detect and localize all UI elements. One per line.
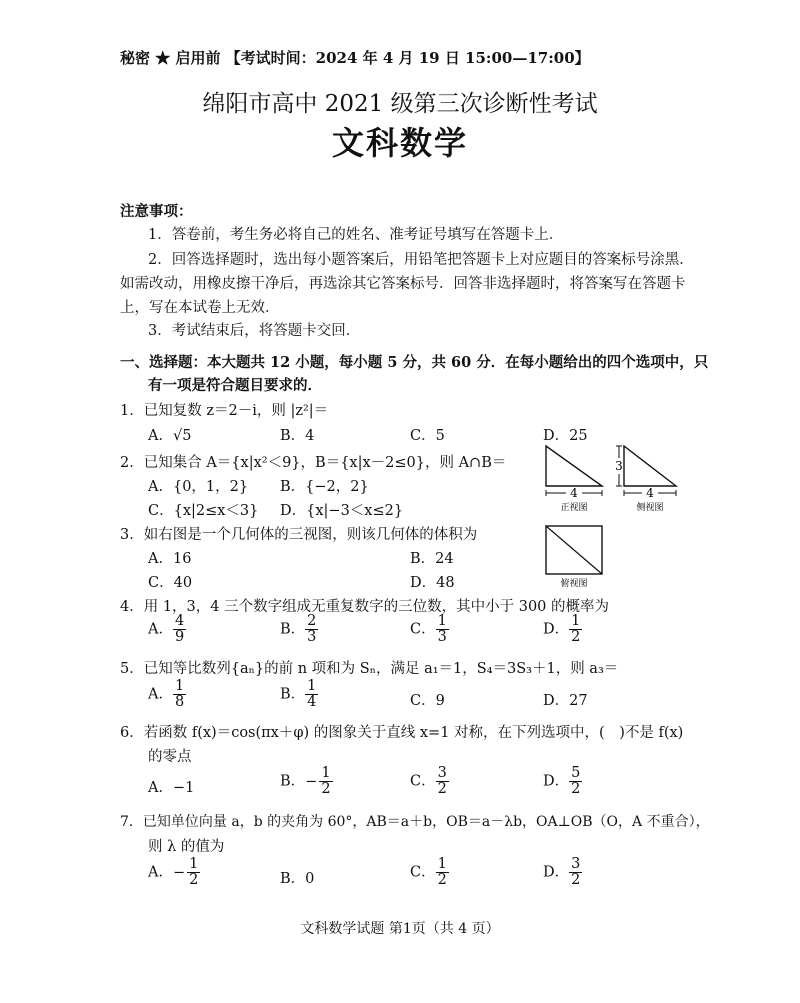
front-view: [546, 446, 602, 513]
q4-option-d-fraction: [569, 614, 582, 645]
q7-option-a: [148, 857, 200, 888]
notice-item-2-line-2: 如需改动，用橡皮擦干净后，再选涂其它答案标号．回答非选择题时，将答案写在答题卡: [120, 276, 686, 292]
top-view: [546, 526, 602, 589]
q1-option-b: B．4: [280, 428, 315, 444]
three-view-figure: [538, 440, 698, 590]
section-1-line-1: 一、选择题：本大题共 12 小题，每小题 5 分，共 60 分．在每小题给出的四个选项中，只: [120, 354, 709, 371]
q2-option-a: A．{0，1，2}: [148, 479, 249, 495]
q5-option-a-label: A．: [148, 686, 173, 703]
fraction-numerator: 5: [571, 765, 581, 781]
q7-option-c: [410, 857, 449, 888]
q5-option-b: [280, 679, 318, 710]
fraction-denominator: 2: [437, 872, 447, 889]
q4-option-b: [280, 614, 318, 645]
q7-option-a-fraction: [187, 857, 200, 888]
q6-option-b-fraction: [319, 766, 332, 797]
notice-item-3: 3．考试结束后，将答题卡交回．: [148, 323, 361, 339]
q6-option-d-label: D．: [543, 773, 570, 790]
q5-option-c: C．9: [410, 693, 445, 709]
fraction-numerator: 2: [307, 613, 317, 629]
q1-option-d: D．25: [543, 428, 588, 444]
q6-option-d-fraction: [569, 766, 582, 797]
q5-option-b-label: B．: [280, 686, 306, 703]
notice-item-2-line-3: 上，写在本试卷上无效．: [120, 300, 280, 316]
q2-option-b: B．{−2，2}: [280, 479, 369, 495]
top-view-label: 俯视图: [560, 579, 588, 589]
q7-option-a-label: A．: [148, 864, 173, 881]
q6-option-b: [280, 766, 333, 797]
fraction-denominator: 9: [174, 629, 185, 646]
q4-option-b-fraction: [305, 614, 318, 645]
side-view: [615, 446, 676, 513]
q6-option-c-label: C．: [410, 773, 436, 790]
q5-option-a: [148, 679, 186, 710]
q4-option-c: [410, 614, 449, 645]
question-6-stem-line-2: 的零点: [148, 749, 192, 765]
fraction-numerator: 1: [321, 765, 331, 781]
minus-sign: −: [305, 773, 318, 790]
question-7-stem-line-1: 7．已知单位向量 a，b 的夹角为 60°，AB＝a＋b，OB＝a－λb，OA⊥OB（O，A 不重合），: [120, 814, 710, 830]
q5-option-b-fraction: [305, 679, 318, 710]
q7-option-b: B．0: [280, 871, 315, 887]
q1-option-c: C．5: [410, 428, 445, 444]
q4-option-b-label: B．: [280, 621, 306, 638]
side-width-label: 4: [646, 486, 654, 500]
question-5-stem: 5．已知等比数列{aₙ}的前 n 项和为 Sₙ，满足 a₁＝1，S₄＝3S₃＋1，则 a₃＝: [120, 661, 619, 677]
fraction-numerator: 4: [174, 613, 185, 629]
q3-option-b: B．24: [410, 551, 454, 567]
notice-item-2-line-1: 2．回答选择题时，选出每小题答案后，用铅笔把答题卡上对应题目的答案标号涂黑．: [148, 252, 694, 268]
q5-option-a-fraction: [173, 679, 186, 710]
q4-option-a: [148, 614, 186, 645]
subject-title: 文科数学: [331, 124, 468, 162]
q4-option-d-label: D．: [543, 621, 570, 638]
fraction-numerator: 3: [571, 856, 581, 872]
fraction-numerator: 1: [437, 613, 447, 629]
q3-option-d: D．48: [410, 575, 455, 591]
q6-option-b-label: B．: [280, 773, 306, 790]
q4-option-c-fraction: [436, 614, 449, 645]
q7-option-d: [543, 857, 582, 888]
question-4-stem: 4．用 1，3，4 三个数字组成无重复数字的三位数，其中小于 300 的概率为: [120, 599, 610, 615]
q6-option-c-fraction: [436, 766, 449, 797]
q6-option-c: [410, 766, 449, 797]
q5-option-d: D．27: [543, 693, 588, 709]
secret-line: 秘密 ★ 启用前 【考试时间：2024 年 4 月 19 日 15:00—17:00】: [120, 49, 590, 67]
q4-option-c-label: C．: [410, 621, 436, 638]
fraction-denominator: 2: [189, 872, 199, 889]
q3-option-c: C．40: [148, 575, 193, 591]
page-footer: 文科数学试题 第1页（共 4 页）: [300, 921, 500, 937]
question-3-stem: 3．如右图是一个几何体的三视图，则该几何体的体积为: [120, 527, 478, 543]
q4-option-a-label: A．: [148, 621, 173, 638]
question-6-stem-line-1: 6．若函数 f(x)＝cos(πx＋φ) 的图象关于直线 x=1 对称，在下列选项中，( )不是 f(x): [120, 725, 684, 741]
side-view-label: 侧视图: [636, 503, 664, 513]
fraction-denominator: 4: [307, 694, 317, 711]
fraction-denominator: 2: [571, 872, 581, 889]
fraction-numerator: 1: [437, 856, 447, 872]
q1-option-a: A．√5: [148, 428, 192, 444]
q2-option-d: D．{x|−3＜x≤2}: [280, 503, 404, 519]
fraction-numerator: 1: [307, 678, 317, 694]
question-2-stem: 2．已知集合 A＝{x|x²＜9}，B＝{x|x－2≤0}，则 A∩B＝: [120, 455, 507, 471]
fraction-denominator: 2: [437, 781, 447, 798]
fraction-denominator: 8: [174, 694, 185, 711]
q3-option-a: A．16: [148, 551, 192, 567]
fraction-numerator: 3: [437, 765, 447, 781]
fraction-numerator: 1: [571, 613, 581, 629]
fraction-denominator: 2: [571, 781, 581, 798]
q7-option-d-label: D．: [543, 864, 570, 881]
front-view-label: 正视图: [560, 503, 588, 513]
fraction-numerator: 1: [174, 678, 185, 694]
side-height-label: 3: [615, 459, 623, 473]
front-width-label: 4: [570, 486, 578, 500]
q4-option-d: [543, 614, 582, 645]
notice-heading: 注意事项：: [120, 203, 193, 220]
q4-option-a-fraction: [173, 614, 186, 645]
fraction-denominator: 3: [307, 629, 317, 646]
q2-option-c: C．{x|2≤x＜3}: [148, 503, 259, 519]
q6-option-a: A．−1: [148, 780, 195, 796]
q6-option-d: [543, 766, 582, 797]
exam-title: 绵阳市高中 2021 级第三次诊断性考试: [202, 91, 598, 117]
minus-sign: −: [172, 864, 186, 881]
notice-item-1: 1．答卷前，考生务必将自己的姓名、准考证号填写在答题卡上．: [148, 227, 564, 243]
section-1-line-2: 有一项是符合题目要求的．: [148, 377, 322, 394]
question-7-stem-line-2: 则 λ 的值为: [148, 839, 225, 855]
fraction-denominator: 2: [571, 629, 581, 646]
q7-option-c-label: C．: [410, 864, 436, 881]
q7-option-c-fraction: [436, 857, 449, 888]
fraction-numerator: 1: [189, 856, 199, 872]
q7-option-d-fraction: [569, 857, 582, 888]
fraction-denominator: 3: [437, 629, 447, 646]
fraction-denominator: 2: [321, 781, 331, 798]
question-1-stem: 1．已知复数 z＝2－i，则 |z²|＝: [120, 403, 329, 419]
